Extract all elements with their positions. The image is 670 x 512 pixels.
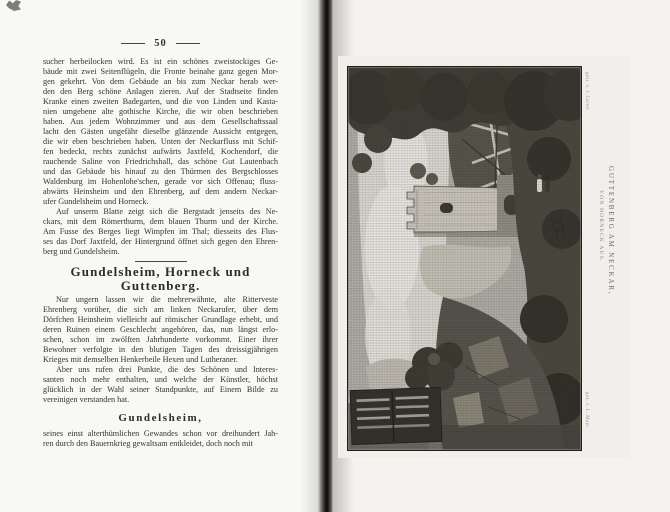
paragraph [43,207,278,257]
artist-credit: gez. v. L. Mayr. [584,392,589,429]
right-page [334,0,670,512]
text-line: deren Ruinen einem Geschlecht angehören, das, nun längst erlo- [43,325,278,334]
text-line: nien umgebene alte gothische Kirche, die wir oben beschrieben [43,107,278,116]
plate-caption-title: GUTTENBERG AM NECKAR, [607,166,615,296]
text-line: Dörfchen Heinsheim vielleicht auf römischer Grundlage erhebt, und [43,315,278,324]
text-line: fen bedeckt, rechts zunächst aufwärts Jaxtfeld, Kochendorf, die [43,147,278,156]
section-subheading [43,412,278,424]
engraver-credit: gest. v. J. Carter. [584,72,589,112]
text-line: Nur ungern lassen wir die mehrerwähnte, alte Ritterveste [56,295,278,304]
paragraph [43,365,278,405]
heading-line: Gundelsheim, [118,412,203,424]
text-line: sucher herbeilocken wird. Es ist ein schönes zweistockiges Ge- [43,57,278,66]
text-line: Auf unserm Blatte zeigt sich die Bergstadt jenseits des Ne- [56,207,278,216]
text-line: ses das Dorf Jaxtfeld, der Hintergrund öffnet sich gegen den Ehren- [43,237,278,246]
text-column [43,38,278,449]
chapter-heading [43,265,278,292]
header-rule-right [176,43,200,44]
text-line: bäude mit zwei Seitenflügeln, die Fronte beinahe ganz gegen Mor- [43,67,278,76]
text-line: berg und Gundelsheim. [43,247,120,256]
text-line: santen noch mehr enthalten, und welche der Künstler, höchst [43,375,278,384]
text-line: ckars, mit dem Römerthurm, dem blauen Thurm und der Kirche. [43,217,278,226]
heading-line: Gundelsheim, Horneck und [70,264,251,279]
paragraph [43,57,278,207]
text-line: lacht den Gästen ungefähr dieselbe glänzende Aussicht entgegen, [43,127,278,136]
text-line: Waldenburg im Hohenlohe'schen, gerade vor sich Offenau; fluss- [43,177,278,186]
page-number: 50 [154,38,167,49]
text-line: Ehrenberg vorüber, die sich am linken Neckarufer, über dem [43,305,278,314]
text-line: und das Gebäude bis hinauf zu den Thürmen des Bergschlosses [43,167,278,176]
text-line: glücklich in der Wahl seiner Standpunkte, auf Einem Bilde zu [43,385,278,394]
text-line: seines einst alterthümlichen Gewandes schon vor dreihundert Jah- [43,429,278,438]
engraving-plate [347,66,582,451]
ink-smudge [6,0,21,11]
text-line: haben. Aus jedem Wohnzimmer und aus dem Gesellschaftssaal [43,117,278,126]
heading-line: Guttenberg. [120,277,201,293]
text-line: abwärts Heinsheim und den Ehrenberg, auf dem andern Neckar- [43,187,278,196]
text-line: Krieges mit demselben Henkerbeile Hexen und Lutheraner. [43,355,238,364]
text-line: den den Berg schöne Anlagen zieren. Auf der Stadtseite finden [43,87,278,96]
text-line: ufer Gundelsheim und Horneck. [43,197,149,206]
text-line: Kranke einen zweiten Badegarten, und die von Linden und Kasta- [43,97,278,106]
text-line: die wir eben beschrieben haben. Unten der Neckarfluss mit Schif- [43,137,278,146]
plate-caption-subtitle: VON HORNECK AUS. [598,190,604,263]
text-line: Am Fusse des Berges liegt Wimpfen im Thal; diesseits des Flus- [43,227,278,236]
text-line: gen gekehrt. Von dem Gebäude an bis zum Neckar herab wer- [43,77,278,86]
text-line: schen, schon im zwölften Jahrhunderte vorkommt. Einer ihrer [43,335,278,344]
left-page [0,0,318,512]
body-text [43,57,278,449]
text-line: ren durch den Bauernkrieg gewaltsam entkleidet, doch noch mit [43,439,253,448]
paragraph [43,295,278,365]
text-line: rauchende Saline von Friedrichshall, das schöne Gut Lautenbach [43,157,278,166]
section-divider [135,261,187,262]
text-line: vereinigen verstanden hat. [43,395,130,404]
engraving-illustration [348,67,581,450]
paragraph [43,429,278,449]
text-line: Aber uns rufen drei Punkte, die des Schönen und Interes- [56,365,278,374]
binding-gutter [318,0,334,512]
header-rule-left [121,43,145,44]
page-header [43,38,278,49]
text-line: Bewohner verfolgte in den blutigen Tagen des dreissigjährigen [43,345,278,354]
